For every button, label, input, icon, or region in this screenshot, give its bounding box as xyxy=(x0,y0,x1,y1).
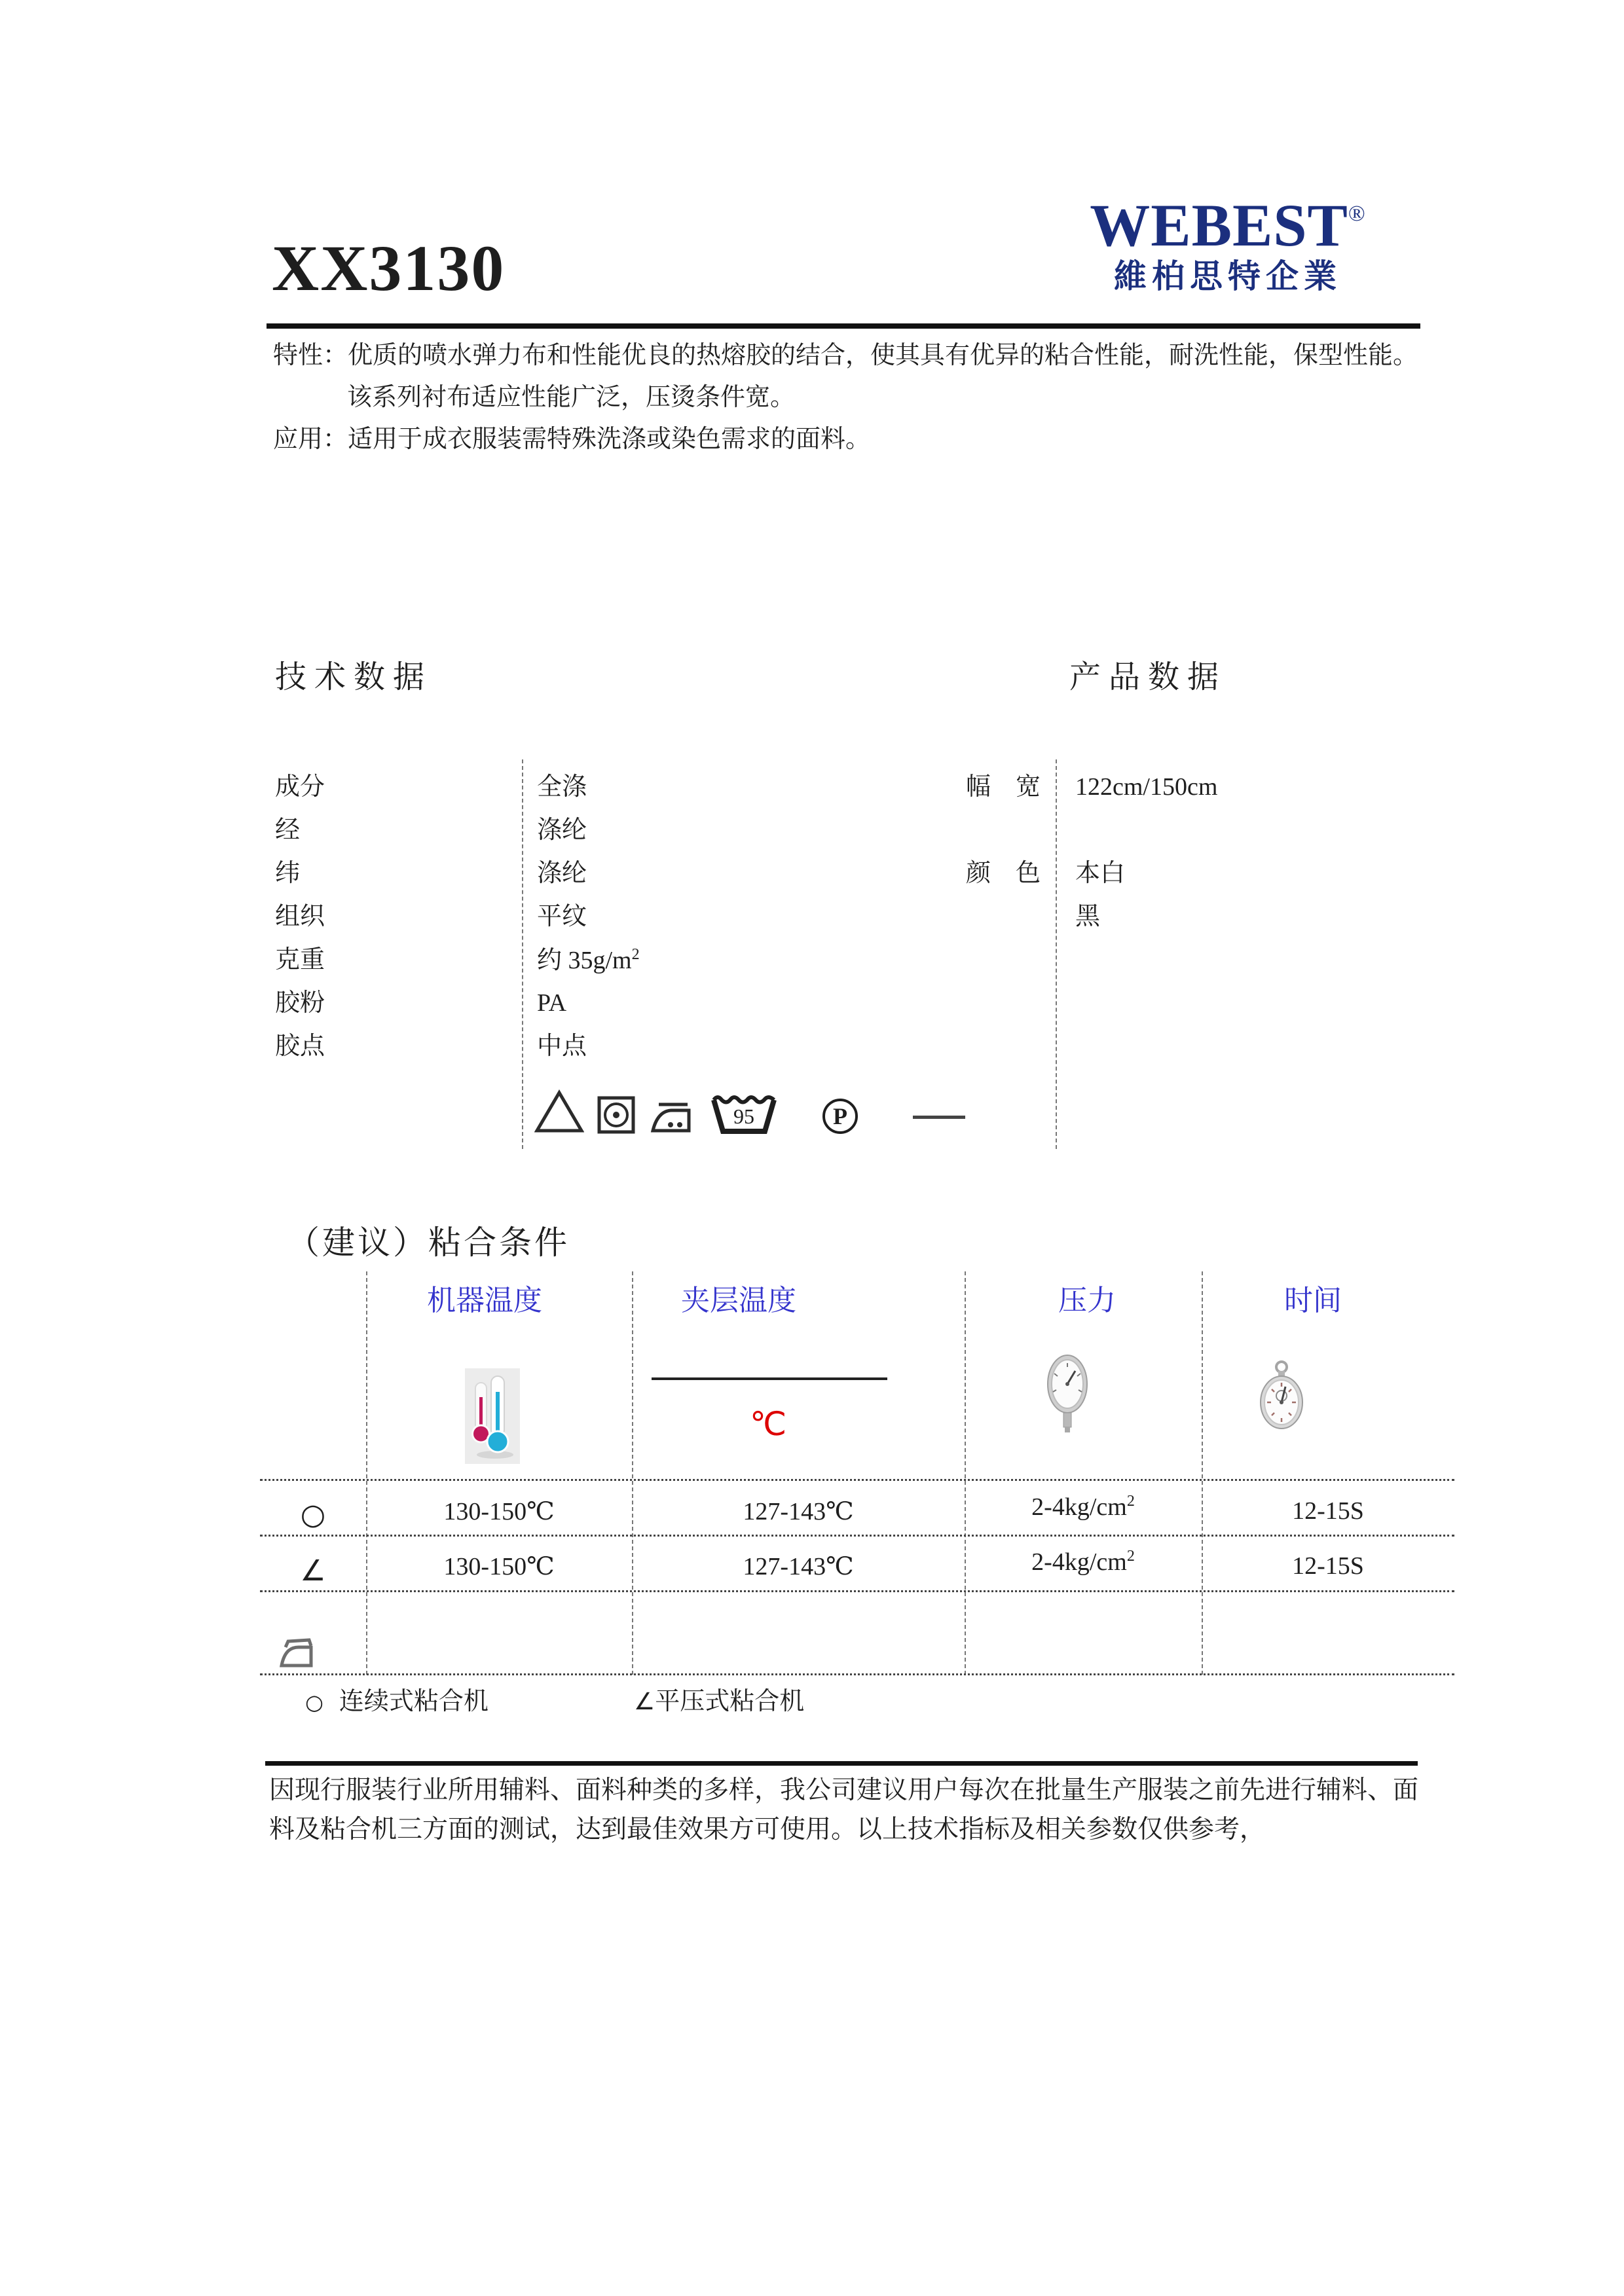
footer-line-1: 因现行服装行业所用辅料、面料种类的多样，我公司建议用户每次在批量生产服装之前先进行辅料、面 xyxy=(269,1776,1419,1804)
flat-press-machine-symbol: ∠ xyxy=(300,1554,326,1588)
legend-continuous-label: 连续式粘合机 xyxy=(339,1688,489,1715)
bonding-row-divider xyxy=(260,1590,1454,1592)
wash-95-icon xyxy=(710,1092,778,1139)
tech-row-label: 克重 xyxy=(275,946,325,974)
machine-temp-value: 130-150℃ xyxy=(443,1553,555,1580)
tech-row-label: 胶点 xyxy=(275,1032,325,1060)
tech-row-label: 经 xyxy=(275,816,301,844)
time-value: 12-15S xyxy=(1292,1497,1364,1525)
bonding-col-divider xyxy=(965,1271,966,1675)
dry-flat-line-icon xyxy=(913,1116,965,1119)
tech-row-value: PA xyxy=(537,989,567,1017)
bonding-col-divider xyxy=(632,1271,633,1675)
thermometer-icon xyxy=(465,1368,520,1467)
tech-data-title: 技术数据 xyxy=(275,660,433,695)
width-value: 122cm/150cm xyxy=(1075,773,1218,801)
circle-symbol: ○ xyxy=(305,1690,323,1715)
glue-temp-value: 127-143℃ xyxy=(743,1553,854,1580)
wash-temperature: 95 xyxy=(733,1104,754,1128)
bonding-row-divider xyxy=(260,1535,1454,1537)
tech-row-value: 涤纶 xyxy=(537,816,587,844)
color-value-natural: 本白 xyxy=(1075,860,1126,887)
footer-divider xyxy=(265,1761,1418,1766)
col-header-pressure: 压力 xyxy=(1058,1285,1116,1317)
glue-temp-value: 127-143℃ xyxy=(743,1498,854,1525)
iron-icon xyxy=(650,1100,694,1139)
legend-flat-press xyxy=(634,1687,804,1717)
color-label: 颜 色 xyxy=(966,860,1041,887)
legend-continuous xyxy=(305,1687,489,1717)
footer-line-2: 料及粘合机三方面的测试，达到最佳效果方可使用。以上技术指标及相关参数仅供参考， xyxy=(269,1815,1266,1844)
tech-row-value: 涤纶 xyxy=(537,860,587,887)
celsius-symbol: ℃ xyxy=(750,1405,787,1443)
brand-wordmark: WEBEST® xyxy=(1090,192,1366,259)
tech-row-label: 成分 xyxy=(275,773,325,801)
features-line-2: 该系列衬布适应性能广泛，压烫条件宽。 xyxy=(347,384,796,411)
product-data-title: 产品数据 xyxy=(1069,660,1227,695)
angle-symbol: ∠ xyxy=(634,1688,655,1715)
superscript: 2 xyxy=(1126,1548,1135,1565)
bonding-col-divider xyxy=(366,1271,367,1675)
features-label: 特性： xyxy=(273,342,348,369)
tech-row-label: 组织 xyxy=(275,903,325,930)
tech-row-value: 约 $35g/m^2$ xyxy=(537,946,640,974)
tech-row-label: 胶粉 xyxy=(275,989,325,1017)
features-text: 优质的喷水弹力布和性能优良的热熔胶的结合，使其具有优异的粘合性能，耐洗性能，保型性能。 xyxy=(348,342,1418,369)
tech-row-value: 平纹 xyxy=(537,903,587,930)
company-name: 維柏思特企業 xyxy=(1114,257,1342,295)
company-logo xyxy=(1074,192,1382,296)
dry-clean-letter: P xyxy=(833,1103,847,1129)
tech-table-divider xyxy=(522,759,523,1149)
application-text: 适用于成衣服装需特殊洗涤或染色需求的面料。 xyxy=(348,426,871,453)
superscript: 2 xyxy=(631,946,640,963)
glue-line-divider xyxy=(652,1377,887,1380)
application-label: 应用： xyxy=(273,426,348,453)
legend-flat-press-label: 平压式粘合机 xyxy=(655,1688,805,1715)
tumble-dry-icon xyxy=(597,1096,635,1137)
header-divider xyxy=(267,323,1420,329)
application-line xyxy=(273,425,870,455)
registered-trademark-icon: ® xyxy=(1348,202,1366,226)
superscript: 2 xyxy=(1126,1493,1135,1510)
col-header-glue-line-temp: 夹层温度 xyxy=(681,1285,796,1317)
bonding-row-divider xyxy=(260,1479,1454,1481)
iron-outline-icon xyxy=(276,1637,314,1673)
pressure-gauge-icon xyxy=(1046,1354,1088,1438)
col-header-machine-temp: 机器温度 xyxy=(427,1285,542,1317)
bonding-row-divider xyxy=(260,1673,1454,1675)
stopwatch-icon xyxy=(1259,1359,1304,1434)
color-value-black: 黑 xyxy=(1075,903,1101,930)
col-header-time: 时间 xyxy=(1284,1285,1342,1317)
continuous-machine-symbol: ○ xyxy=(300,1498,326,1531)
tech-row-value: 中点 xyxy=(537,1032,587,1060)
bleach-triangle-icon xyxy=(534,1089,584,1137)
pressure-value: $2-4kg/cm^2$ xyxy=(1031,1548,1135,1576)
product-table-divider xyxy=(1056,759,1057,1149)
time-value: 12-15S xyxy=(1292,1552,1364,1580)
tech-row-value: 全涤 xyxy=(537,773,587,801)
pressure-value: $2-4kg/cm^2$ xyxy=(1031,1493,1135,1521)
dry-clean-p-icon xyxy=(821,1097,859,1139)
tech-row-label: 纬 xyxy=(275,860,301,887)
width-label: 幅 宽 xyxy=(966,773,1041,801)
bonding-col-divider xyxy=(1202,1271,1203,1675)
machine-temp-value: 130-150℃ xyxy=(443,1498,555,1525)
page-title: XX3130 xyxy=(272,232,506,304)
features-line-1 xyxy=(273,341,1418,371)
bonding-section-title: （建议）粘合条件 xyxy=(287,1224,570,1261)
